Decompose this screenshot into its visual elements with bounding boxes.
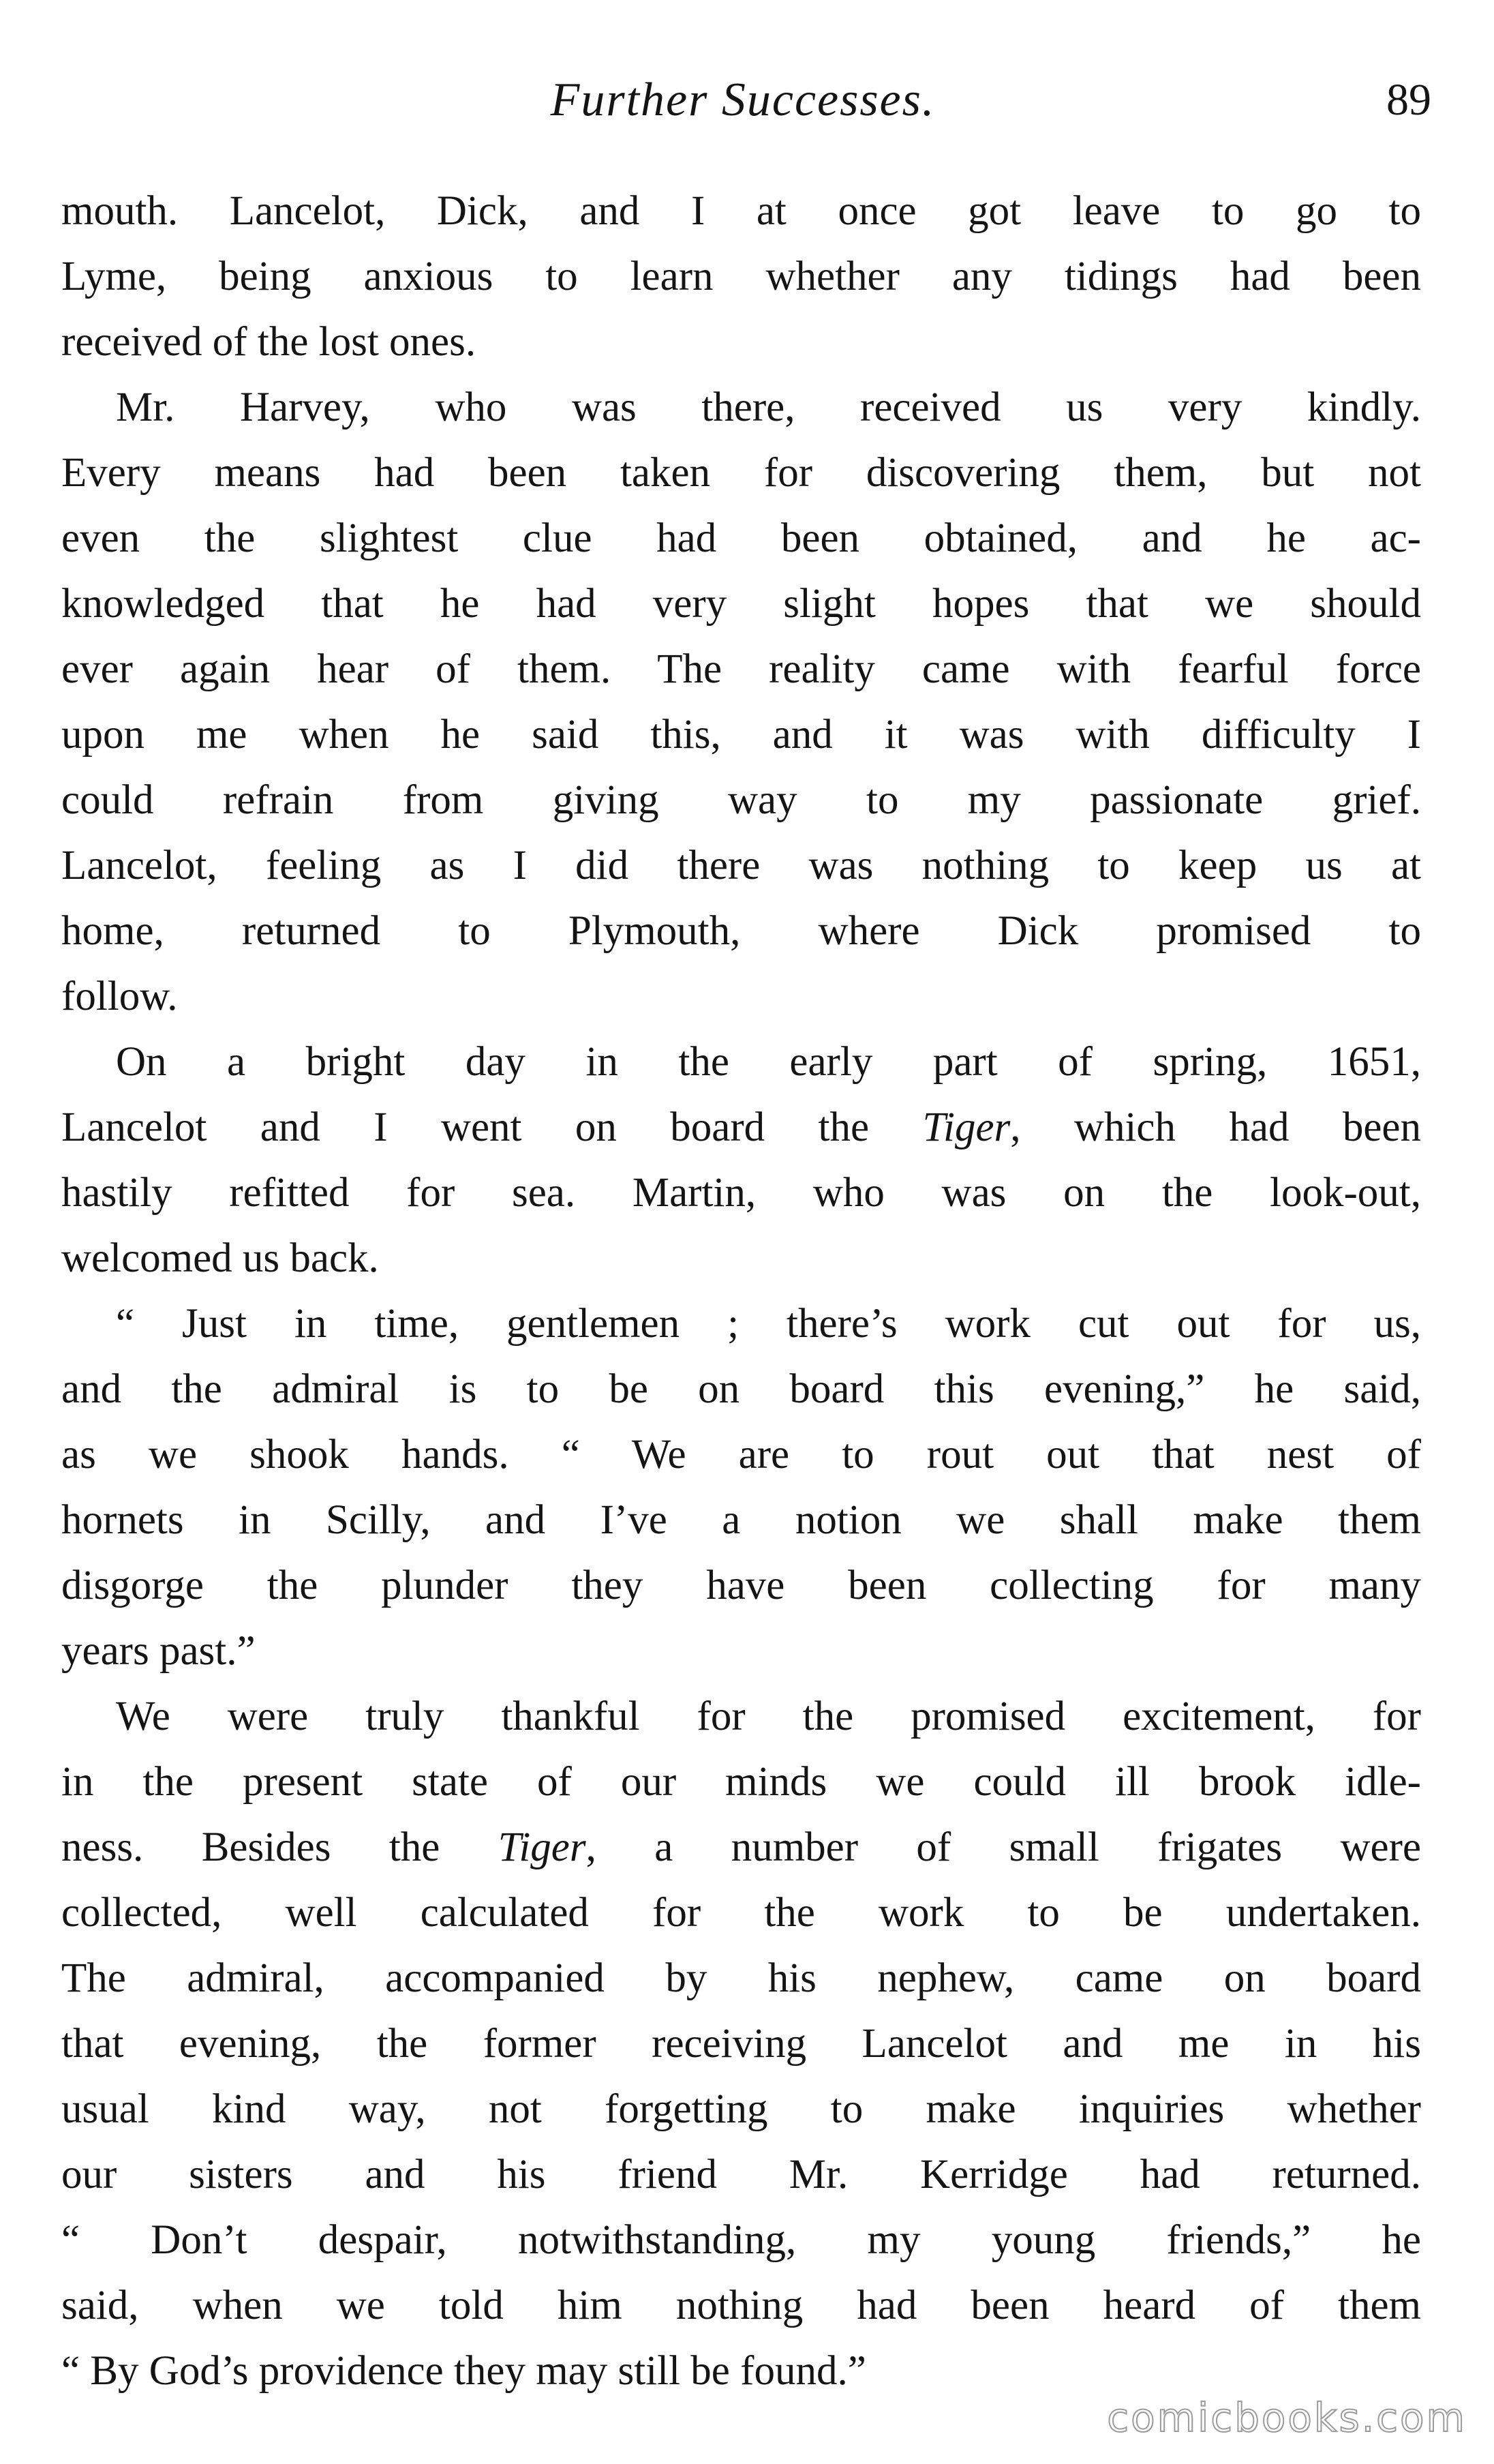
text-segment: , which had been bbox=[1010, 1105, 1421, 1150]
text-line: hornets in Scilly, and I’ve a notion we shall make them bbox=[61, 1497, 1421, 1543]
text-line: Lancelot, feeling as I did there was nothing to keep us at bbox=[61, 843, 1421, 888]
paragraph bbox=[61, 1291, 1421, 1684]
text-line: follow. bbox=[61, 974, 178, 1019]
text-line: The admiral, accompanied by his nephew, came on board bbox=[61, 1955, 1421, 2001]
text-line: “ Don’t despair, notwithstanding, my young friends,” he bbox=[61, 2217, 1421, 2263]
text-line: as we shook hands. “ We are to rout out that nest of bbox=[61, 1432, 1421, 1477]
text-line: mouth. Lancelot, Dick, and I at once got leave to go to bbox=[61, 188, 1421, 234]
text-line: our sisters and his friend Mr. Kerridge had returned. bbox=[61, 2152, 1421, 2197]
text-segment: ness. Besides the bbox=[61, 1824, 498, 1870]
text-line: usual kind way, not forgetting to make inquiries whether bbox=[61, 2086, 1421, 2132]
text-segment: Lancelot and I went on board the bbox=[61, 1105, 923, 1150]
text-line: “ By God’s providence they may still be found.” bbox=[61, 2348, 866, 2394]
ship-name: Tiger bbox=[922, 1105, 1011, 1150]
text-segment: , a number of small frigates were bbox=[585, 1824, 1421, 1870]
running-title: Further Successes. bbox=[550, 74, 936, 126]
page-number: 89 bbox=[1386, 75, 1431, 125]
watermark: comicbooks.com bbox=[1107, 2394, 1467, 2441]
text-line: Lyme, being anxious to learn whether any tidings had been bbox=[61, 254, 1421, 299]
paragraph bbox=[61, 1030, 1421, 1291]
text-line: that evening, the former receiving Lancelot and me in his bbox=[61, 2021, 1421, 2067]
paragraph bbox=[61, 1684, 1421, 2404]
text-line bbox=[61, 1815, 1421, 1880]
text-line bbox=[61, 1095, 1421, 1160]
text-line: years past.” bbox=[61, 1628, 256, 1674]
text-line: welcomed us back. bbox=[61, 1235, 379, 1281]
text-line: upon me when he said this, and it was with difficulty I bbox=[61, 712, 1421, 757]
text-line: even the slightest clue had been obtained, and he ac- bbox=[61, 515, 1421, 561]
text-line: Every means had been taken for discovering them, but not bbox=[61, 450, 1421, 496]
text-line: ever again hear of them. The reality came with fearful force bbox=[61, 646, 1421, 692]
text-line: On a bright day in the early part of spring, 1651, bbox=[116, 1039, 1421, 1085]
text-line: knowledged that he had very slight hopes that we should bbox=[61, 581, 1421, 627]
text-line: and the admiral is to be on board this evening,” he said, bbox=[61, 1366, 1421, 1412]
text-line: Mr. Harvey, who was there, received us very kindly. bbox=[116, 385, 1421, 430]
text-line: in the present state of our minds we could ill brook idle- bbox=[61, 1759, 1421, 1805]
text-line: hastily refitted for sea. Martin, who was on the look-out, bbox=[61, 1170, 1421, 1216]
paragraph bbox=[61, 179, 1421, 375]
text-line: said, when we told him nothing had been heard of them bbox=[61, 2283, 1421, 2328]
text-line: “ Just in time, gentlemen ; there’s work cut out for us, bbox=[116, 1301, 1421, 1347]
body-text bbox=[61, 179, 1421, 2404]
ship-name: Tiger bbox=[498, 1824, 586, 1870]
running-head bbox=[55, 63, 1431, 138]
paragraph bbox=[61, 375, 1421, 1030]
text-line: could refrain from giving way to my passionate grief. bbox=[61, 777, 1421, 823]
text-line: received of the lost ones. bbox=[61, 319, 476, 365]
text-line: home, returned to Plymouth, where Dick promised to bbox=[61, 908, 1421, 954]
text-line: We were truly thankful for the promised excitement, for bbox=[116, 1694, 1421, 1739]
text-line: disgorge the plunder they have been collecting for many bbox=[61, 1563, 1421, 1608]
text-line: collected, well calculated for the work to be undertaken. bbox=[61, 1890, 1421, 1936]
